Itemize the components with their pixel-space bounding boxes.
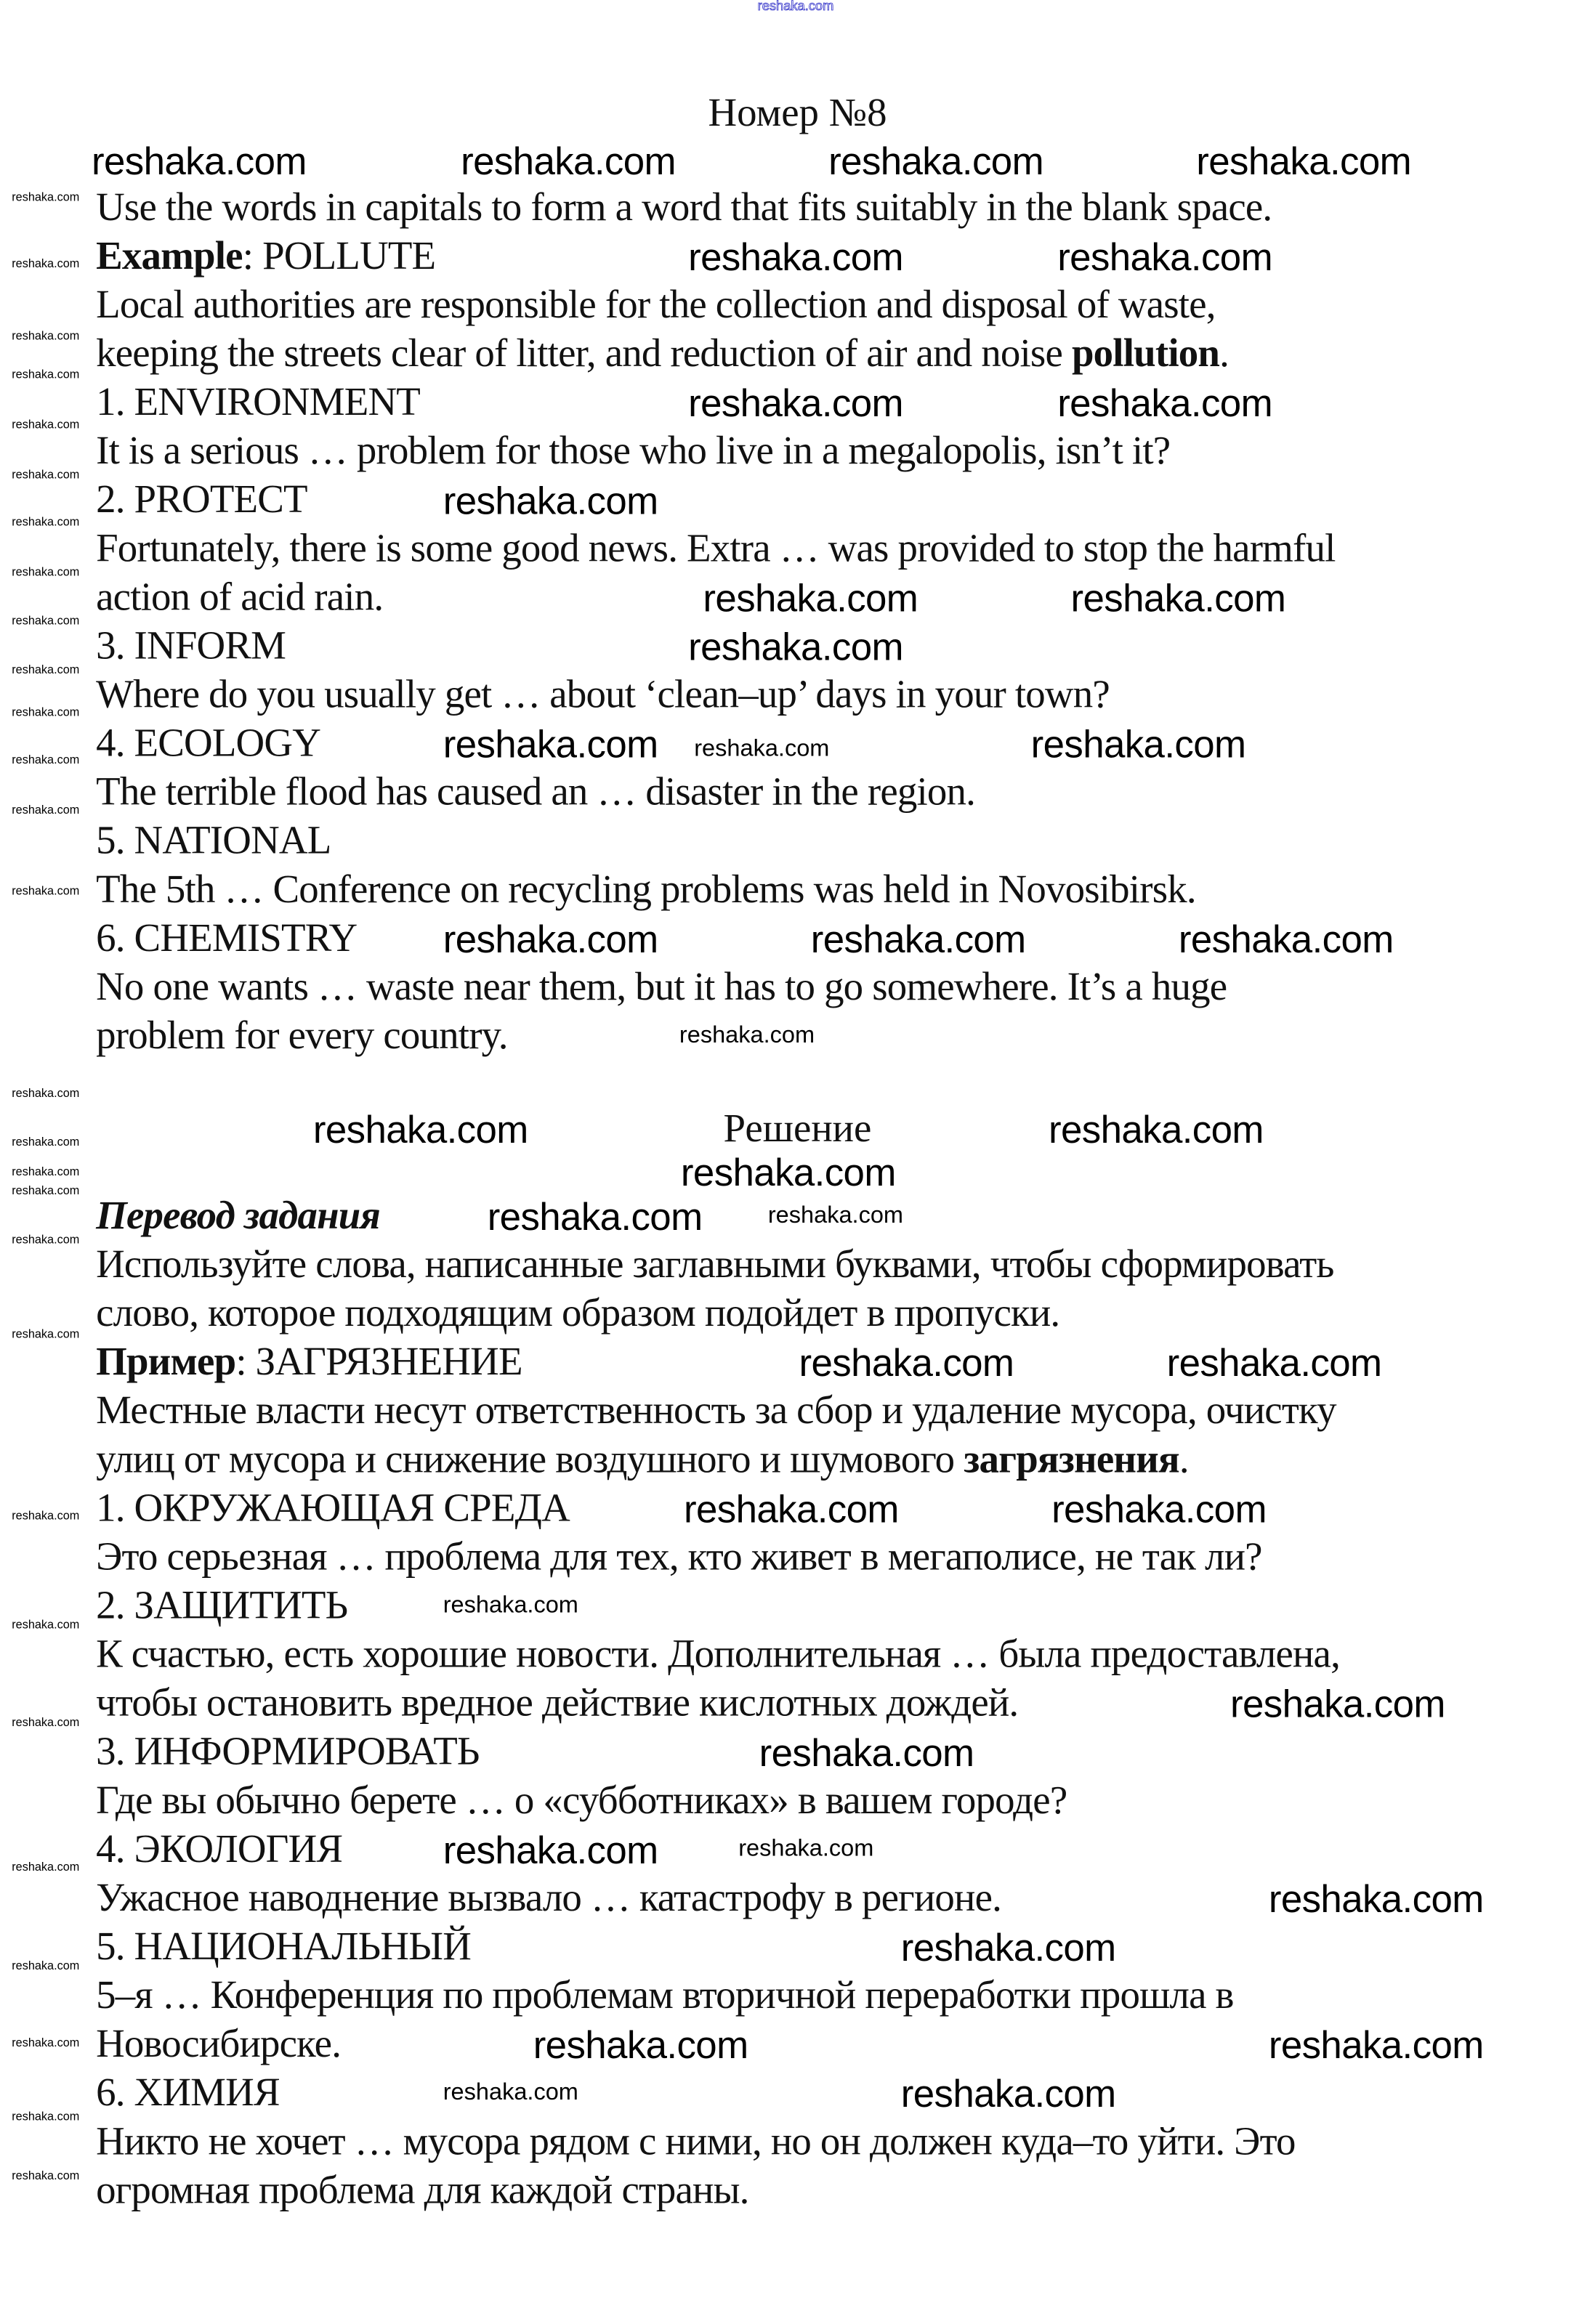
watermark: reshaka.com bbox=[12, 2110, 80, 2123]
russian-line bbox=[96, 1435, 1189, 1483]
emphasized-text: Example bbox=[96, 233, 243, 278]
english-line bbox=[96, 768, 975, 817]
text-segment: action of acid rain. bbox=[96, 574, 384, 619]
watermark: reshaka.com bbox=[684, 1486, 899, 1531]
text-segment: 2. ЗАЩИТИТЬ bbox=[96, 1582, 348, 1627]
watermark: reshaka.com bbox=[12, 256, 80, 270]
russian-line bbox=[96, 1776, 1067, 1825]
english-line bbox=[96, 232, 435, 280]
watermark: reshaka.com bbox=[799, 1340, 1014, 1385]
text-segment: 3. INFORM bbox=[96, 623, 286, 668]
english-line bbox=[96, 1011, 508, 1060]
watermark: reshaka.com bbox=[688, 381, 903, 426]
watermark: reshaka.com bbox=[1030, 721, 1246, 766]
text-segment: : ЗАГРЯЗНЕНИЕ bbox=[235, 1339, 522, 1384]
watermark: reshaka.com bbox=[12, 1618, 80, 1632]
english-line bbox=[96, 865, 1196, 914]
watermark: reshaka.com bbox=[679, 1023, 815, 1049]
text-segment: Ужасное наводнение вызвало … катастрофу в регионе. bbox=[96, 1875, 1002, 1920]
russian-line bbox=[96, 2166, 748, 2215]
watermark: reshaka.com bbox=[1057, 381, 1273, 426]
russian-line bbox=[96, 1922, 471, 1971]
text-segment: 4. ECOLOGY bbox=[96, 720, 321, 765]
text-segment: No one wants … waste near them, but it has to go somewhere. It’s a huge bbox=[96, 964, 1227, 1009]
watermark: reshaka.com bbox=[12, 329, 80, 343]
watermark: reshaka.com bbox=[1166, 1340, 1382, 1385]
russian-line bbox=[96, 1825, 342, 1874]
russian-line bbox=[96, 1337, 522, 1386]
watermark: reshaka.com bbox=[312, 1107, 528, 1152]
watermark: reshaka.com bbox=[810, 917, 1026, 962]
russian-line bbox=[96, 2020, 341, 2068]
emphasized-text: pollution bbox=[1071, 331, 1220, 376]
watermark: reshaka.com bbox=[1051, 1486, 1267, 1531]
text-segment: огромная проблема для каждой страны. bbox=[96, 2167, 749, 2212]
text-segment: Fortunately, there is some good news. Extra … was provided to stop the harmful bbox=[96, 525, 1336, 570]
text-segment: Local authorities are responsible for the collection and disposal of waste, bbox=[96, 282, 1216, 327]
russian-line bbox=[96, 2117, 1296, 2166]
russian-line bbox=[96, 1533, 1262, 1582]
watermark: reshaka.com bbox=[757, 0, 834, 14]
watermark: reshaka.com bbox=[12, 614, 80, 628]
english-line bbox=[96, 329, 1229, 378]
watermark: reshaka.com bbox=[443, 1828, 658, 1873]
english-line bbox=[96, 378, 420, 426]
emphasized-text: Перевод задания bbox=[96, 1193, 380, 1238]
page-title: Номер №8 bbox=[708, 89, 887, 134]
watermark: reshaka.com bbox=[12, 663, 80, 676]
russian-line bbox=[96, 1191, 380, 1240]
emphasized-text: Пример bbox=[96, 1339, 236, 1384]
russian-line bbox=[96, 1386, 1336, 1435]
watermark: reshaka.com bbox=[738, 1837, 874, 1862]
watermark: reshaka.com bbox=[703, 575, 918, 620]
russian-line bbox=[96, 1582, 347, 1630]
text-segment: Местные власти несут ответственность за сбор и удаление мусора, очистку bbox=[96, 1388, 1336, 1433]
russian-line bbox=[96, 2068, 280, 2117]
english-line bbox=[96, 817, 331, 865]
watermark: reshaka.com bbox=[443, 478, 658, 523]
russian-line bbox=[96, 1679, 1018, 1728]
text-segment: 6. ХИМИЯ bbox=[96, 2070, 280, 2115]
watermark: reshaka.com bbox=[461, 139, 676, 184]
russian-line bbox=[96, 1484, 570, 1533]
english-line bbox=[96, 426, 1170, 475]
text-segment: Новосибирске. bbox=[96, 2021, 342, 2066]
text-segment: Where do you usually get … about ‘clean–up’ days in your town? bbox=[96, 671, 1110, 716]
watermark: reshaka.com bbox=[12, 1135, 80, 1149]
watermark: reshaka.com bbox=[12, 1165, 80, 1178]
watermark: reshaka.com bbox=[443, 917, 658, 962]
watermark: reshaka.com bbox=[1268, 2023, 1484, 2068]
solution-heading: Решение bbox=[723, 1106, 872, 1151]
text-segment: Use the words in capitals to form a word that fits suitably in the blank space. bbox=[96, 185, 1272, 230]
watermark: reshaka.com bbox=[1178, 917, 1394, 962]
watermark: reshaka.com bbox=[12, 705, 80, 719]
russian-line bbox=[96, 1240, 1334, 1289]
russian-line bbox=[96, 1630, 1340, 1679]
english-line bbox=[96, 573, 383, 622]
text-segment: К счастью, есть хорошие новости. Дополнительная … была предоставлена, bbox=[96, 1631, 1341, 1676]
text-segment: 6. CHEMISTRY bbox=[96, 915, 358, 960]
english-line bbox=[96, 183, 1272, 232]
english-line bbox=[96, 622, 286, 671]
watermark: reshaka.com bbox=[694, 737, 830, 762]
english-line bbox=[96, 671, 1110, 719]
watermark: reshaka.com bbox=[12, 468, 80, 482]
watermark: reshaka.com bbox=[92, 139, 307, 184]
watermark: reshaka.com bbox=[759, 1730, 974, 1775]
english-line bbox=[96, 963, 1227, 1011]
watermark: reshaka.com bbox=[1196, 139, 1412, 184]
watermark: reshaka.com bbox=[487, 1194, 703, 1239]
text-segment: Никто не хочет … мусора рядом с ними, но он должен куда–то уйти. Это bbox=[96, 2118, 1296, 2163]
russian-line bbox=[96, 1874, 1001, 1922]
text-segment: 4. ЭКОЛОГИЯ bbox=[96, 1826, 343, 1871]
english-line bbox=[96, 475, 307, 524]
text-segment: 5. NATIONAL bbox=[96, 817, 331, 862]
watermark: reshaka.com bbox=[12, 1959, 80, 1973]
text-segment: 5–я … Конференция по проблемам вторичной переработки прошла в bbox=[96, 1972, 1234, 2017]
english-line bbox=[96, 914, 357, 963]
watermark: reshaka.com bbox=[12, 1509, 80, 1523]
text-segment: 3. ИНФОРМИРОВАТЬ bbox=[96, 1728, 480, 1773]
watermark: reshaka.com bbox=[12, 1327, 80, 1341]
text-segment: слово, которое подходящим образом подойдет в пропуски. bbox=[96, 1290, 1060, 1335]
russian-line bbox=[96, 1728, 480, 1776]
watermark: reshaka.com bbox=[12, 2169, 80, 2182]
watermark: reshaka.com bbox=[1229, 1681, 1445, 1726]
english-line bbox=[96, 280, 1216, 329]
watermark: reshaka.com bbox=[688, 624, 903, 669]
watermark: reshaka.com bbox=[12, 884, 80, 898]
watermark: reshaka.com bbox=[443, 2080, 578, 2106]
watermark: reshaka.com bbox=[443, 1592, 578, 1619]
watermark: reshaka.com bbox=[12, 1086, 80, 1101]
watermark: reshaka.com bbox=[12, 1233, 80, 1247]
watermark: reshaka.com bbox=[12, 753, 80, 766]
english-line bbox=[96, 719, 320, 768]
text-segment: улиц от мусора и снижение воздушного и шумового bbox=[96, 1436, 964, 1481]
watermark: reshaka.com bbox=[900, 1925, 1116, 1970]
watermark: reshaka.com bbox=[12, 1183, 80, 1198]
watermark: reshaka.com bbox=[1070, 575, 1286, 620]
watermark: reshaka.com bbox=[533, 2023, 748, 2068]
watermark: reshaka.com bbox=[12, 418, 80, 432]
watermark: reshaka.com bbox=[1057, 235, 1273, 280]
text-segment: 2. PROTECT bbox=[96, 477, 307, 522]
text-segment: 1. ENVIRONMENT bbox=[96, 379, 420, 424]
text-segment: The 5th … Conference on recycling problems was held in Novosibirsk. bbox=[96, 867, 1196, 911]
text-segment: Это серьезная … проблема для тех, кто живет в мегаполисе, не так ли? bbox=[96, 1534, 1262, 1579]
watermark: reshaka.com bbox=[900, 2071, 1116, 2116]
watermark: reshaka.com bbox=[12, 803, 80, 817]
text-segment: Где вы обычно берете … о «субботниках» в вашем городе? bbox=[96, 1778, 1067, 1822]
watermark: reshaka.com bbox=[443, 721, 658, 766]
text-segment: problem for every country. bbox=[96, 1013, 508, 1058]
text-segment: It is a serious … problem for those who live in a megalopolis, isn’t it? bbox=[96, 428, 1171, 473]
text-segment: Используйте слова, написанные заглавными буквами, чтобы сформировать bbox=[96, 1242, 1334, 1287]
watermark: reshaka.com bbox=[12, 368, 80, 381]
text-segment: : POLLUTE bbox=[242, 233, 436, 278]
watermark: reshaka.com bbox=[828, 139, 1043, 184]
watermark: reshaka.com bbox=[688, 235, 903, 280]
text-segment: 1. ОКРУЖАЮЩАЯ СРЕДА bbox=[96, 1485, 570, 1530]
watermark: reshaka.com bbox=[680, 1150, 896, 1195]
russian-line bbox=[96, 1971, 1234, 2020]
russian-line bbox=[96, 1289, 1059, 1337]
emphasized-text: загрязнения bbox=[964, 1436, 1179, 1481]
text-segment: 5. НАЦИОНАЛЬНЫЙ bbox=[96, 1924, 472, 1969]
text-segment: чтобы остановить вредное действие кислотных дождей. bbox=[96, 1680, 1019, 1725]
english-line bbox=[96, 525, 1335, 573]
watermark: reshaka.com bbox=[12, 1860, 80, 1874]
watermark: reshaka.com bbox=[12, 190, 80, 204]
text-segment: The terrible flood has caused an … disaster in the region. bbox=[96, 769, 976, 814]
watermark: reshaka.com bbox=[1049, 1107, 1264, 1152]
watermark: reshaka.com bbox=[12, 515, 80, 529]
watermark: reshaka.com bbox=[767, 1203, 904, 1228]
text-segment: keeping the streets clear of litter, and reduction of air and noise bbox=[96, 331, 1072, 376]
watermark: reshaka.com bbox=[1268, 1876, 1484, 1922]
watermark: reshaka.com bbox=[12, 1715, 80, 1729]
watermark: reshaka.com bbox=[12, 565, 80, 579]
watermark: reshaka.com bbox=[12, 2036, 80, 2049]
text-segment: . bbox=[1179, 1436, 1189, 1481]
text-segment: . bbox=[1219, 331, 1229, 376]
